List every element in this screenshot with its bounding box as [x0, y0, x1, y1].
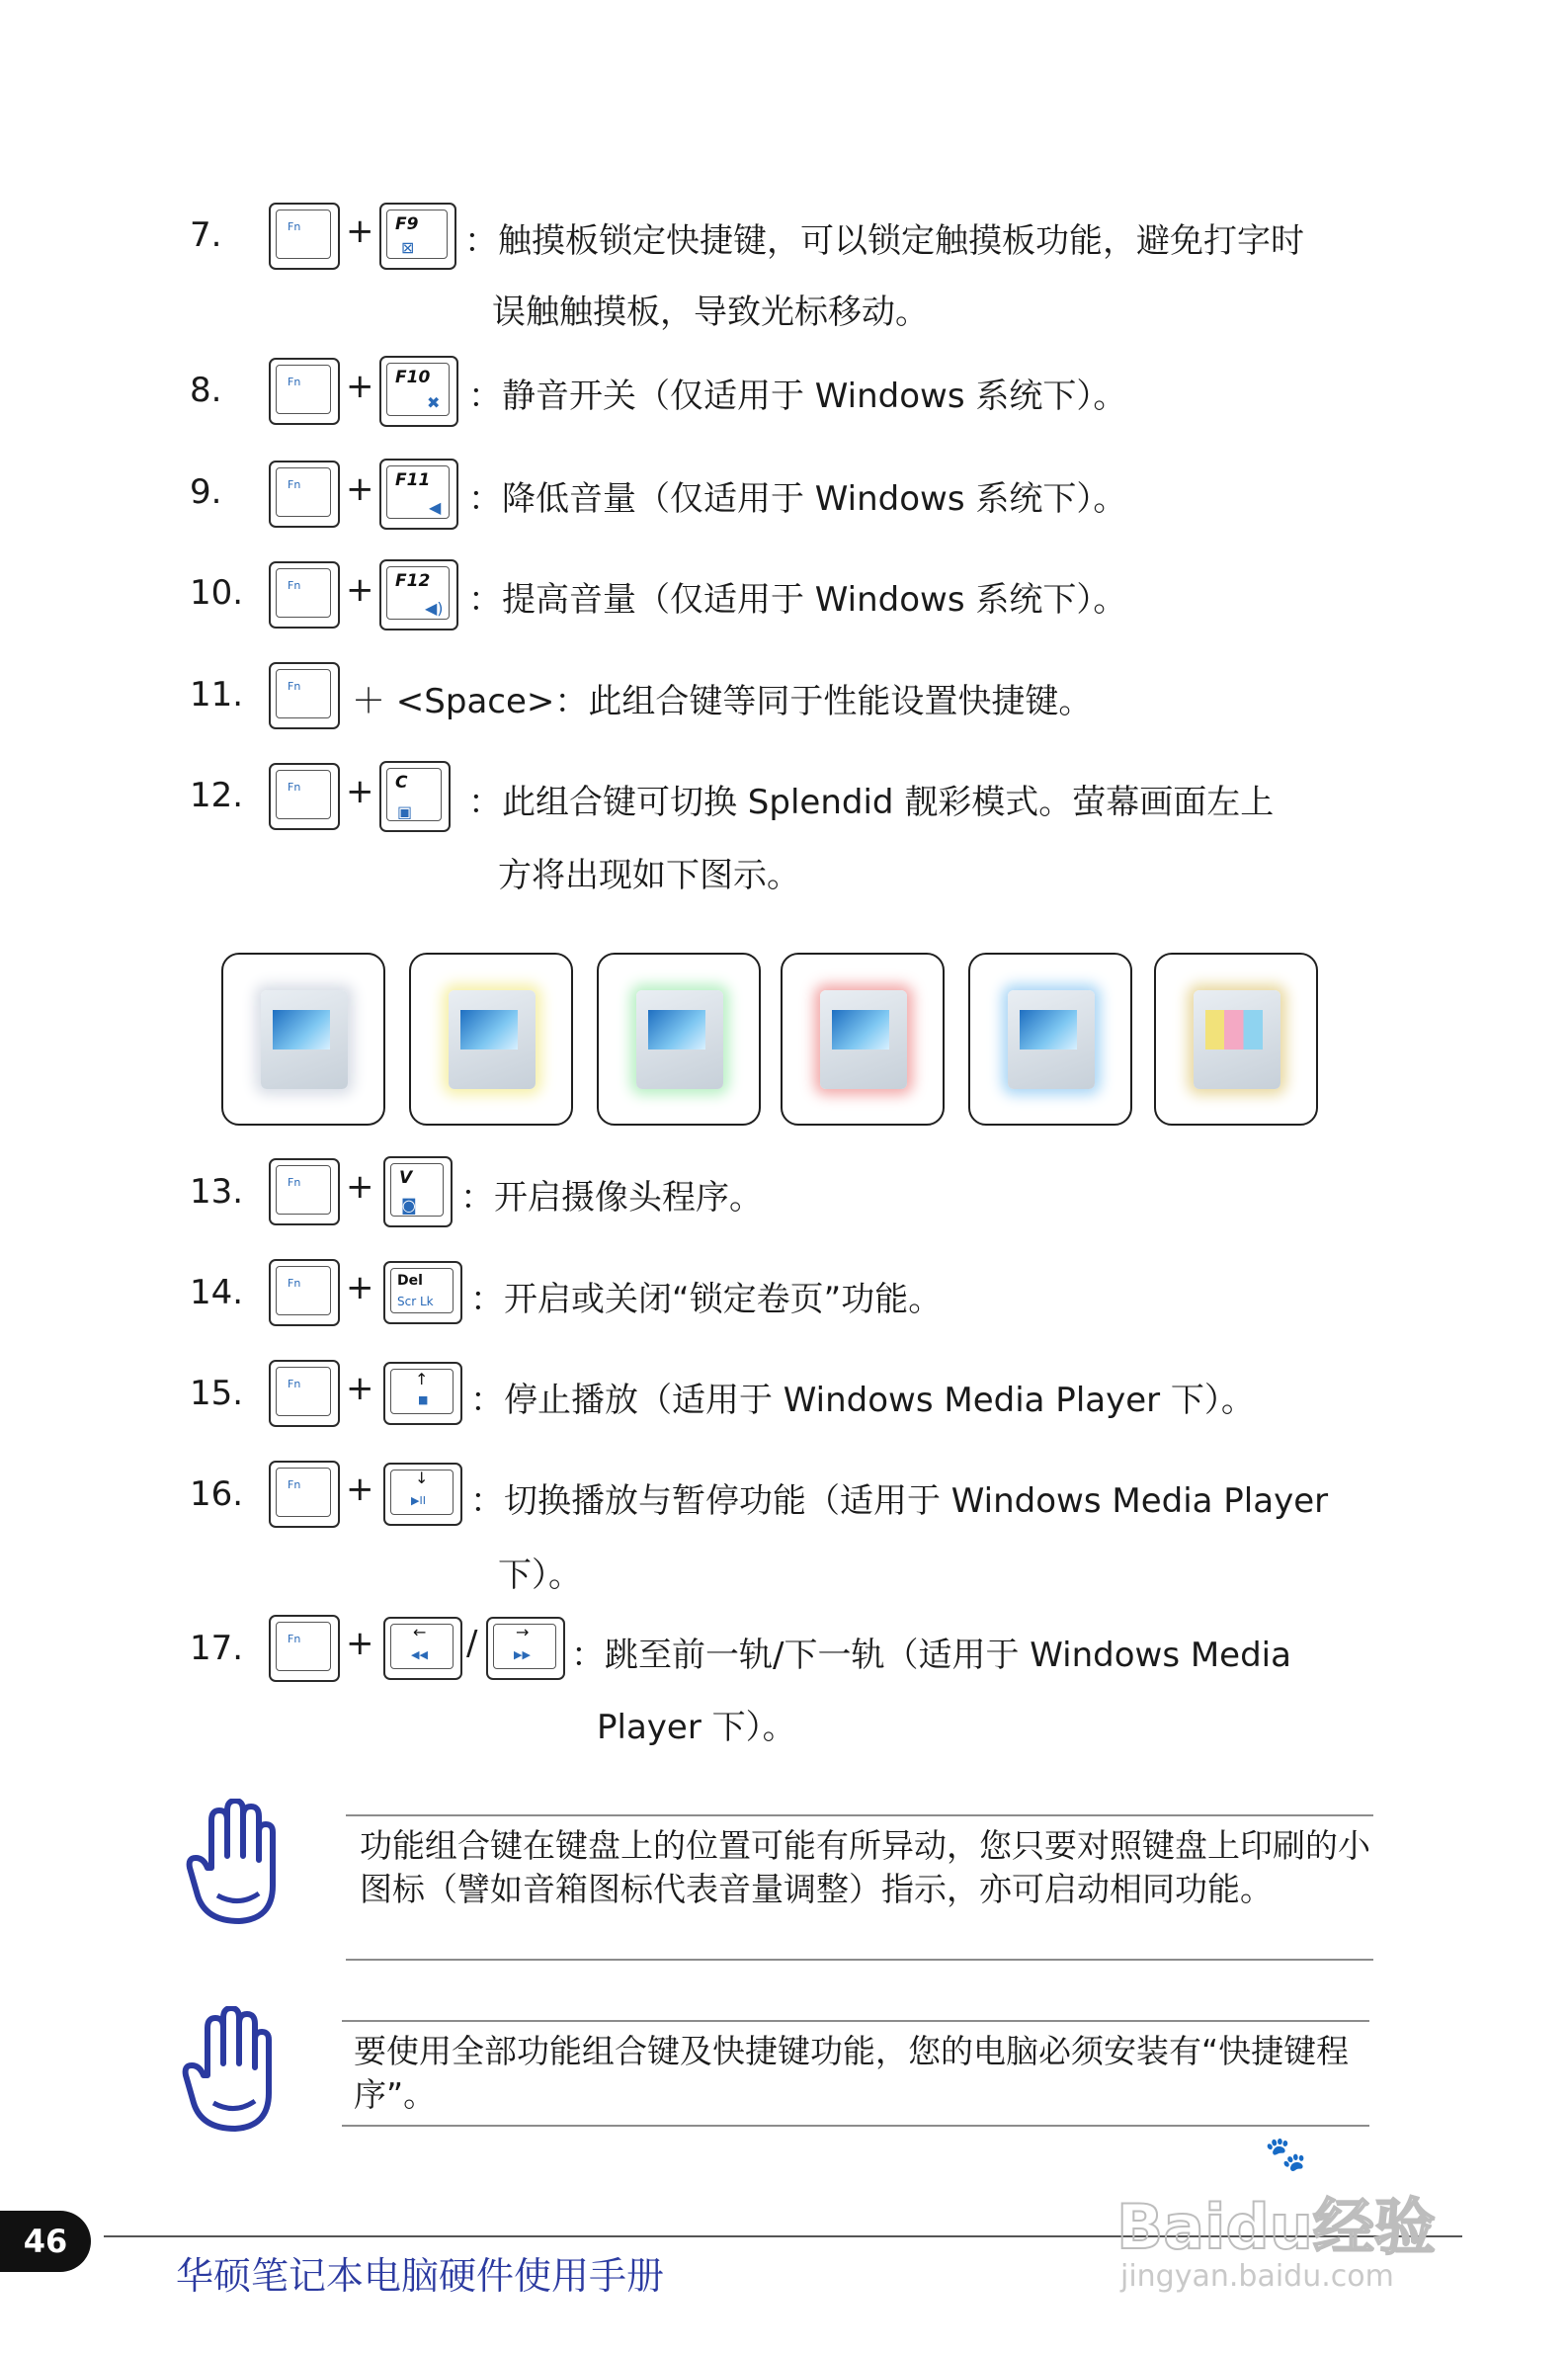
next-track-icon: ▶▶: [514, 1648, 531, 1661]
down-arrow-icon: ↓: [415, 1469, 429, 1487]
f9-key-label: F9: [395, 214, 419, 234]
footer-title: 华硕笔记本电脑硬件使用手册: [176, 2254, 665, 2298]
splendid-mode-vivid-icon: [597, 953, 761, 1126]
del-key-label: Del: [397, 1273, 423, 1289]
fn-key-label: Fn: [288, 680, 301, 693]
fn-key: [269, 662, 340, 729]
plus-sign: +: [346, 772, 374, 811]
f10-key-label: F10: [395, 368, 431, 387]
fn-key: [269, 561, 340, 629]
item-text: ：降低音量（仅适用于 Windows 系统下）。: [468, 479, 1127, 519]
fn-key: [269, 1158, 340, 1225]
fn-key: [269, 1360, 340, 1427]
note-text: 功能组合键在键盘上的位置可能有所异动，您只要对照键盘上印刷的小图标（譬如音箱图标代表音量调整）指示，亦可启动相同功能。: [360, 1826, 1370, 1908]
fn-key-label: Fn: [288, 1277, 301, 1290]
item-number: 8.: [190, 371, 222, 410]
item-text: ＋ <Space>：此组合键等同于性能设置快捷键。: [352, 682, 1093, 721]
fn-key: [269, 203, 340, 270]
item-text: ：静音开关（仅适用于 Windows 系统下）。: [468, 377, 1127, 416]
fn-key-label: Fn: [288, 579, 301, 592]
plus-sign: +: [346, 1624, 374, 1663]
item-number: 16.: [190, 1474, 244, 1514]
right-arrow-icon: →: [516, 1623, 530, 1641]
play-pause-icon: ▶II: [411, 1494, 426, 1507]
f11-key: [379, 459, 458, 530]
fn-key-label: Fn: [288, 376, 301, 388]
item-number: 13.: [190, 1172, 244, 1212]
paw-logo-icon: 🐾: [1265, 2135, 1307, 2174]
item-text: ：此组合键可切换 Splendid 靓彩模式。萤幕画面左上: [468, 783, 1275, 822]
splendid-mode-my-profile-icon: [1154, 953, 1318, 1126]
item-text: ：停止播放（适用于 Windows Media Player 下）。: [470, 1381, 1255, 1420]
note-top-rule: [342, 2020, 1369, 2022]
fn-key-label: Fn: [288, 220, 301, 233]
watermark-brand: Baidu经验: [1116, 2191, 1436, 2263]
up-arrow-icon: ↑: [415, 1370, 429, 1388]
fn-key: [269, 1259, 340, 1326]
item-text-continued: Player 下）。: [597, 1708, 796, 1747]
note-bottom-rule: [342, 2125, 1369, 2127]
fn-key-label: Fn: [288, 478, 301, 491]
c-key: [379, 761, 451, 832]
plus-sign: +: [346, 1167, 374, 1207]
volume-up-icon: ◀): [425, 599, 444, 618]
item-text: ：开启或关闭“锁定卷页”功能。: [470, 1280, 943, 1319]
item-number: 15.: [190, 1374, 244, 1413]
plus-sign: +: [346, 211, 374, 251]
fn-key-label: Fn: [288, 1176, 301, 1189]
slash-separator: /: [466, 1624, 478, 1663]
scroll-lock-label: Scr Lk: [397, 1295, 434, 1308]
fn-key-label: Fn: [288, 1478, 301, 1491]
fn-key: [269, 763, 340, 830]
item-text: ：开启摄像头程序。: [460, 1178, 763, 1218]
hand-stop-icon: [180, 2006, 279, 2139]
item-text-continued: 误触触摸板，导致光标移动。: [492, 293, 929, 332]
item-number: 11.: [190, 675, 244, 714]
f11-key-label: F11: [395, 470, 431, 490]
v-key: [383, 1156, 453, 1227]
down-arrow-key: [383, 1463, 462, 1526]
item-text-continued: 下）。: [498, 1555, 582, 1595]
fn-key: [269, 461, 340, 528]
f9-key: [379, 203, 456, 270]
item-text-continued: 方将出现如下图示。: [498, 856, 800, 895]
splendid-mode-theater-icon: [781, 953, 945, 1126]
left-arrow-icon: ←: [413, 1623, 427, 1641]
stop-icon: ■: [418, 1393, 429, 1406]
page-number: 46: [0, 2211, 91, 2272]
item-number: 17.: [190, 1629, 244, 1668]
splendid-mode-soft-icon: [968, 953, 1132, 1126]
mute-icon: ✖: [427, 393, 441, 412]
item-number: 7.: [190, 215, 222, 255]
fn-key: [269, 1461, 340, 1528]
splendid-mode-gamma-icon: [409, 953, 573, 1126]
up-arrow-key: [383, 1362, 462, 1425]
c-key-label: C: [395, 773, 408, 793]
plus-sign: +: [346, 1470, 374, 1509]
note-top-rule: [346, 1814, 1373, 1816]
plus-sign: +: [346, 1369, 374, 1408]
item-number: 14.: [190, 1273, 244, 1312]
del-key: [383, 1261, 462, 1324]
hand-stop-icon: [184, 1799, 283, 1931]
splendid-mode-normal-icon: [221, 953, 385, 1126]
camera-icon: ◙: [401, 1196, 417, 1215]
left-arrow-key: [383, 1617, 462, 1680]
item-text: ：触摸板锁定快捷键，可以锁定触摸板功能，避免打字时: [464, 221, 1304, 261]
item-number: 9.: [190, 472, 222, 512]
f12-key: [379, 559, 458, 630]
previous-track-icon: ◀◀: [411, 1648, 428, 1661]
watermark-url: jingyan.baidu.com: [1120, 2259, 1394, 2294]
item-number: 12.: [190, 776, 244, 815]
item-number: 10.: [190, 573, 244, 613]
fn-key: [269, 358, 340, 425]
plus-sign: +: [346, 570, 374, 610]
splendid-icon: ▣: [397, 802, 413, 821]
note-text: 要使用全部功能组合键及快捷键功能，您的电脑必须安装有“快捷键程序”。: [354, 2032, 1350, 2114]
f12-key-label: F12: [395, 571, 431, 591]
item-text: ：提高音量（仅适用于 Windows 系统下）。: [468, 580, 1127, 620]
fn-key-label: Fn: [288, 781, 301, 794]
fn-key-label: Fn: [288, 1378, 301, 1390]
item-text: ：跳至前一轨/下一轨（适用于 Windows Media: [571, 1636, 1291, 1675]
f10-key: [379, 356, 458, 427]
plus-sign: +: [346, 367, 374, 406]
plus-sign: +: [346, 469, 374, 509]
v-key-label: V: [399, 1168, 413, 1188]
fn-key-label: Fn: [288, 1633, 301, 1645]
right-arrow-key: [486, 1617, 565, 1680]
volume-down-icon: ◀: [429, 498, 442, 517]
plus-sign: +: [346, 1268, 374, 1307]
fn-key: [269, 1615, 340, 1682]
touchpad-lock-icon: ⊠: [401, 238, 415, 257]
note-bottom-rule: [346, 1959, 1373, 1961]
item-text: ：切换播放与暂停功能（适用于 Windows Media Player: [470, 1481, 1329, 1521]
